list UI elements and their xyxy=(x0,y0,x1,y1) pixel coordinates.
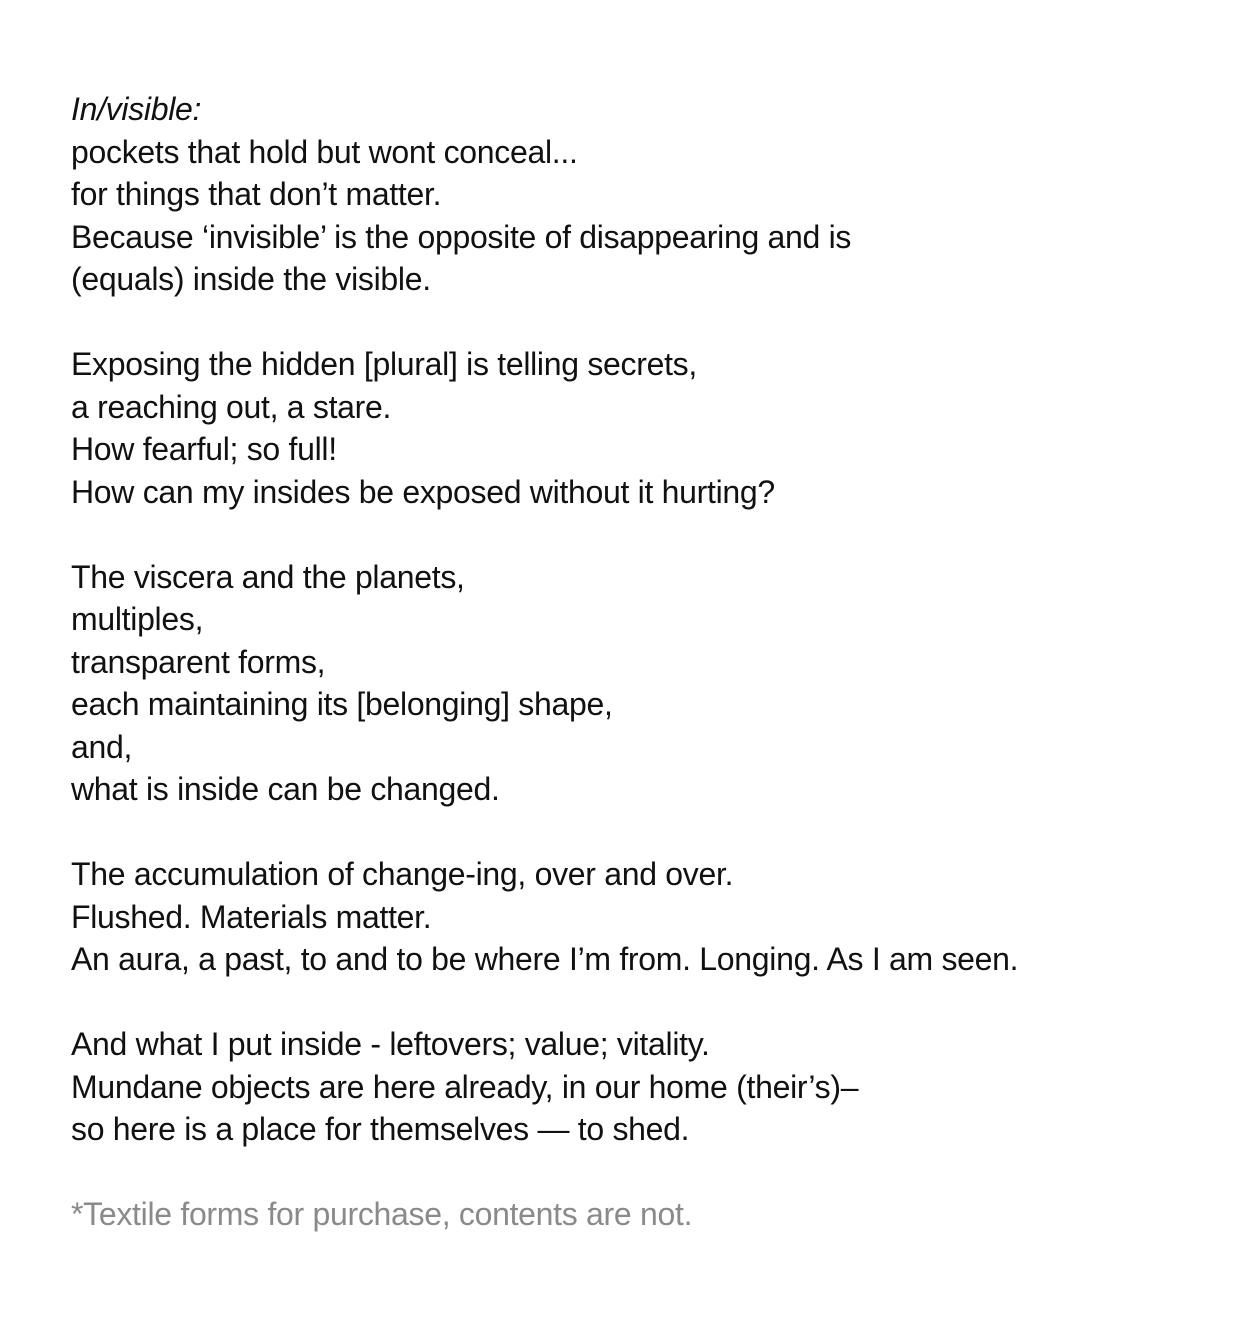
footnote: *Textile forms for purchase, contents are not. xyxy=(71,1196,693,1232)
stanza-spacer xyxy=(71,811,1211,854)
poem-line: and, xyxy=(71,728,133,765)
poem-line: what is inside can be changed. xyxy=(71,771,500,807)
stanza-spacer xyxy=(71,513,1211,556)
stanza-spacer xyxy=(71,981,1211,1024)
poem-line: How fearful; so full! xyxy=(71,431,337,467)
poem-line: a reaching out, a stare. xyxy=(71,388,392,425)
poem-line: Exposing the hidden [plural] is telling secrets, xyxy=(71,346,697,382)
poem-line: each maintaining its [belonging] shape, xyxy=(71,686,613,722)
stanza-2 xyxy=(71,343,1211,513)
poem-line: And what I put inside - leftovers; value; vitality. xyxy=(71,1026,710,1062)
stanza-1 xyxy=(71,131,1211,301)
poem-line: for things that don’t matter. xyxy=(71,176,442,212)
poem-line: The accumulation of change-ing, over and over. xyxy=(71,856,734,892)
poem-line: transparent forms, xyxy=(71,643,326,680)
poem-line: How can my insides be exposed without it hurting? xyxy=(71,473,775,510)
poem-text xyxy=(71,88,1211,1236)
poem-title: In/visible: xyxy=(71,91,202,127)
poem-line: Because ‘invisible’ is the opposite of disappearing and is xyxy=(71,218,852,255)
stanza-3 xyxy=(71,556,1211,811)
poem-line: An aura, a past, to and to be where I’m from. Longing. As I am seen. xyxy=(71,941,1019,977)
stanza-spacer xyxy=(71,1151,1211,1194)
poem-line: pockets that hold but wont conceal... xyxy=(71,133,578,170)
poem-line: multiples, xyxy=(71,601,204,637)
stanza-spacer xyxy=(71,301,1211,344)
poem-line: The viscera and the planets, xyxy=(71,558,465,595)
poem-line: Flushed. Materials matter. xyxy=(71,898,432,935)
poem-line: so here is a place for themselves — to shed. xyxy=(71,1111,690,1147)
stanza-5 xyxy=(71,1023,1211,1151)
poem-line: Mundane objects are here already, in our home (their’s)– xyxy=(71,1068,859,1105)
stanza-4 xyxy=(71,853,1211,981)
poem-line: (equals) inside the visible. xyxy=(71,261,431,297)
